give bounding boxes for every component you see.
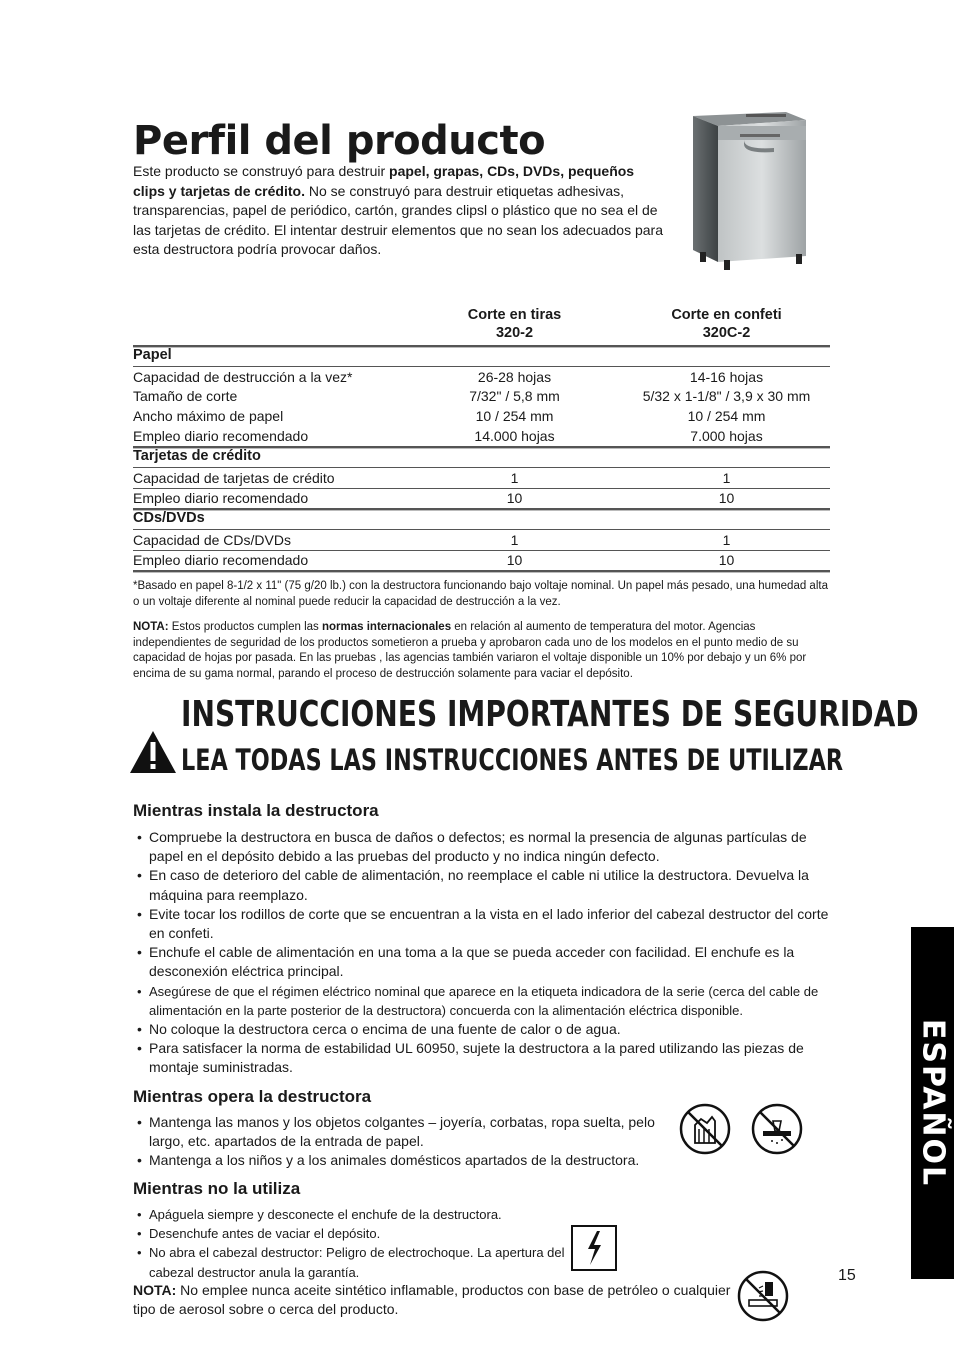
table-row <box>133 387 830 406</box>
idle-heading: Mientras no la utiliza <box>133 1179 301 1198</box>
language-tab <box>911 927 954 1279</box>
section-title: Tarjetas de crédito <box>133 448 261 464</box>
rule <box>133 467 830 468</box>
electric-shock-icon <box>571 1225 617 1271</box>
table-row <box>133 531 830 550</box>
install-heading: Mientras instala la destructora <box>133 801 379 820</box>
nota-bold: normas internacionales <box>321 621 452 633</box>
list-item: • Mantenga las manos y los objetos colgantes – joyería, corbatas, ropa suelta, pelo largo, etc. apartados de la entrada de papel. <box>133 1113 668 1151</box>
idle-list <box>133 1205 573 1282</box>
nota-paragraph <box>133 620 833 682</box>
rule <box>133 366 830 367</box>
row-label: Tamaño de corte <box>133 388 238 404</box>
operate-heading: Mientras opera la destructora <box>133 1087 372 1106</box>
list-item: • Compruebe la destructora en busca de daños o defectos; es normal la presencia de algunas partículas de papel en el depósito debido a las pruebas del producto y no indica ningún defecto. <box>133 828 833 866</box>
table-row <box>133 368 830 387</box>
table-row <box>133 489 830 508</box>
row-value-confetti: 5/32 x 1-1/8" / 3,9 x 30 mm <box>642 388 811 404</box>
table-row <box>133 407 830 426</box>
row-label: Capacidad de tarjetas de crédito <box>133 470 335 486</box>
shredder-image <box>688 110 808 272</box>
list-item: • Enchufe el cable de alimentación en una toma a la que se pueda acceder con facilidad. El enchufe es la desconexión eléctrica principal. <box>133 943 833 981</box>
row-label: Empleo diario recomendado <box>133 490 309 506</box>
row-label: Capacidad de CDs/DVDs <box>133 532 291 548</box>
col-strip-title: Corte en tiras <box>467 307 562 323</box>
footnote: *Basado en papel 8-1/2 x 11" (75 g/20 lb.) con la destructora funcionando bajo voltaje nominal. Un papel más pesado, una humedad alta o un voltaje diferente al nominal puede reducir la capacidad de destrucción a la vez. <box>133 580 828 608</box>
row-value-strip: 1 <box>510 470 519 486</box>
section-title: Papel <box>133 347 172 363</box>
page-number: 15 <box>838 1267 856 1284</box>
row-label: Empleo diario recomendado <box>133 552 309 568</box>
row-value-strip: 26-28 hojas <box>477 369 552 385</box>
table-row <box>133 427 830 446</box>
no-hands-icon <box>679 1103 731 1155</box>
col-confetti-title: Corte en confeti <box>671 307 782 323</box>
row-value-confetti: 1 <box>722 532 731 548</box>
page-title: Perfil del producto <box>133 118 546 164</box>
no-aerosol-icon <box>737 1270 789 1322</box>
list-item: • No coloque la destructora cerca o encima de una fuente de calor o de agua. <box>133 1020 833 1039</box>
operate-list <box>133 1113 668 1171</box>
nota-label: NOTA: <box>133 621 169 633</box>
list-item: • Para satisfacer la norma de estabilidad UL 60950, sujete la destructora a la pared utilizando las piezas de montaje suministradas. <box>133 1039 833 1077</box>
table-row <box>133 551 830 570</box>
intro-text: Este producto se construyó para destruir <box>133 163 390 179</box>
list-item: • Evite tocar los rodillos de corte que se encuentran a la vista en el lado inferior del cabezal destructor del corte en confeti. <box>133 905 833 943</box>
rule <box>133 508 830 511</box>
row-value-strip: 14.000 hojas <box>474 428 555 444</box>
row-value-confetti: 14-16 hojas <box>689 369 764 385</box>
list-item: • En caso de deterioro del cable de alimentación, no reemplace el cable ni utilice la destructora. Devuelva la máquina para reemplazo. <box>133 866 833 904</box>
row-value-strip: 10 <box>506 490 523 506</box>
intro-paragraph <box>133 162 668 260</box>
row-value-strip: 7/32" / 5,8 mm <box>469 388 560 404</box>
final-nota <box>133 1281 743 1319</box>
row-value-confetti: 10 <box>718 490 735 506</box>
row-value-strip: 10 / 254 mm <box>475 408 554 424</box>
final-nota-label: NOTA: <box>133 1282 177 1298</box>
row-value-confetti: 1 <box>722 470 731 486</box>
safety-subtitle: LEA TODAS LAS INSTRUCCIONES ANTES DE UTILIZAR <box>181 743 844 777</box>
list-item: • Asegúrese de que el régimen eléctrico nominal que aparece en la etiqueta indicadora de la serie (cerca del cable de alimentación en la parte posterior de la destructora) concuerda con la alimentación eléctrica disponible. <box>133 982 833 1020</box>
rule <box>133 345 830 348</box>
intro-bold: papel, grapas, CDs, DVDs, pequeños clips y tarjetas de crédito. <box>133 163 635 199</box>
final-nota-text: No emplee nunca aceite sintético inflamable, productos con base de petróleo o cualquier tipo de aerosol sobre o cerca del producto. <box>133 1282 731 1317</box>
list-item: • Desenchufe antes de vaciar el depósito. <box>133 1224 573 1243</box>
table-row <box>133 469 830 488</box>
list-item: • Mantenga a los niños y a los animales domésticos apartados de la destructora. <box>133 1151 668 1170</box>
rule <box>133 570 830 573</box>
row-label: Empleo diario recomendado <box>133 428 309 444</box>
col-confetti-header <box>623 306 830 342</box>
safety-title: INSTRUCCIONES IMPORTANTES DE SEGURIDAD <box>181 694 919 735</box>
row-value-confetti: 7.000 hojas <box>690 428 763 444</box>
row-value-confetti: 10 / 254 mm <box>687 408 766 424</box>
rule <box>133 529 830 530</box>
row-value-strip: 1 <box>510 532 519 548</box>
col-strip-header <box>413 306 616 342</box>
col-confetti-model: 320C-2 <box>702 325 751 341</box>
row-value-strip: 10 <box>506 552 523 568</box>
language-tab-label: ESPAÑOL <box>915 1018 950 1188</box>
nota-text-rest: en relación al aumento de temperatura del motor. Agencias independientes de seguridad de los productos sometieron a prueba y aprobaron cada uno de los modelos en el punto medio de su capacidad de hojas por pasada. En las pruebas , las agencias también variaron el voltaje disponible un 10% por debajo y un 6% por encima de su gama normal, parando el proceso de destrucción solamente para vaciar el depósito. <box>133 621 807 680</box>
section-title: CDs/DVDs <box>133 510 205 526</box>
no-children-icon <box>751 1103 803 1155</box>
intro-text-rest: No se construyó para destruir etiquetas adhesivas, transparencias, papel de periódico, cartón, grandes clipsl o plástico que no sea el de las tarjetas de crédito. El intentar destruir elementos que no sean los adecuados para esta destructora podría provocar daños. <box>133 182 663 257</box>
install-list <box>133 828 833 1078</box>
nota-text: Estos productos cumplen las <box>168 621 322 633</box>
list-item: • Apáguela siempre y desconecte el enchufe de la destructora. <box>133 1205 573 1224</box>
row-label: Capacidad de destrucción a la vez* <box>133 369 353 385</box>
row-label: Ancho máximo de papel <box>133 408 284 424</box>
warning-icon <box>128 729 178 775</box>
col-strip-model: 320-2 <box>495 325 534 341</box>
row-value-confetti: 10 <box>718 552 735 568</box>
list-item: • No abra el cabezal destructor: Peligro de electrochoque. La apertura del cabezal destructor anula la garantía. <box>133 1243 573 1281</box>
